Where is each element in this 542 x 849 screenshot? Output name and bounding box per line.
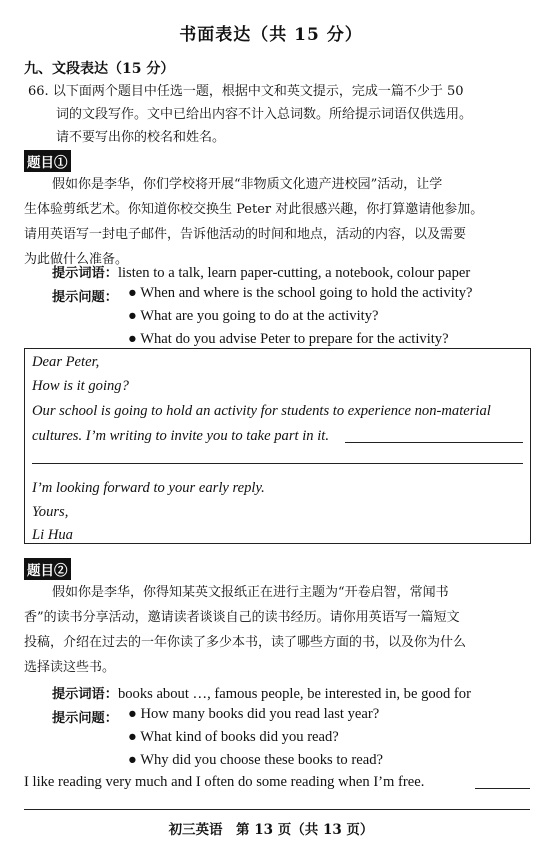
topic1-para-line-3: 请用英语写一封电子邮件，告诉他活动的时间和地点，活动的内容，以及需要 (24, 227, 467, 242)
topic1-hint-words (52, 262, 470, 282)
letter-closing-1: I’m looking forward to your early reply. (32, 480, 265, 496)
topic2-paragraph (24, 580, 466, 680)
letter-closing-2: Yours, (32, 504, 69, 520)
topic1-question-1: ● When and where is the school going to hold the activity? (128, 285, 473, 301)
writing-line[interactable] (32, 463, 523, 464)
question-number: 66. (28, 84, 49, 99)
topic2-para-line-3: 投稿，介绍在过去的一年你读了多少本书，读了哪些方面的书，以及你为什么 (24, 635, 467, 650)
letter-line-3: cultures. I’m writing to invite you to take part in it. (32, 428, 329, 444)
letter-line-1: How is it going? (32, 378, 129, 394)
letter-signature: Li Hua (32, 527, 73, 543)
topic2-hint-words (52, 683, 471, 703)
letter-line-2: Our school is going to hold an activity for students to experience non-material (32, 403, 491, 419)
topic2-tag: 题目② (24, 558, 71, 580)
topic1-para-line-2: 生体验剪纸艺术。你知道你校交换生 Peter 对此很感兴趣，你打算邀请他参加。 (24, 202, 484, 217)
instruction-line-3: 请不要写出你的校名和姓名。 (56, 130, 226, 145)
topic1-hint-questions-label: 提示问题： (52, 290, 118, 305)
hint-words-text: books about …, famous people, be interested in, be good for (117, 686, 471, 702)
start-sentence-blank[interactable] (475, 774, 530, 789)
topic2-question-1: ● How many books did you read last year? (128, 706, 380, 722)
section-heading: 九、文段表达（15 分） (24, 61, 175, 77)
instruction-line-1: 以下面两个题目中任选一题，根据中文和英文提示，完成一篇不少于 50 (52, 84, 464, 99)
topic2-question-2: ● What kind of books did you read? (128, 729, 339, 745)
page-title: 书面表达（共 15 分） (179, 25, 363, 45)
topic1-para-line-4: 为此做什么准备。 (24, 252, 129, 267)
topic2-para-line-2: 香”的读书分享活动，邀请读者谈谈自己的读书经历。请你用英语写一篇短文 (24, 610, 460, 625)
question-instructions (28, 80, 472, 149)
letter-greeting: Dear Peter, (32, 354, 100, 370)
footer-rule (24, 809, 530, 810)
writing-blank[interactable] (345, 428, 523, 443)
topic1-tag: 题目① (24, 150, 71, 172)
hint-words-text: listen to a talk, learn paper-cutting, a notebook, colour paper (117, 265, 471, 281)
topic1-question-2: ● What are you going to do at the activity? (128, 308, 379, 324)
topic2-hint-questions-label: 提示问题： (52, 711, 118, 726)
page-footer: 初三英语 第 13 页（共 13 页） (168, 822, 374, 838)
topic1-question-3: ● What do you advise Peter to prepare for the activity? (128, 331, 449, 347)
instruction-line-2: 词的文段写作。文中已给出内容不计入总词数。所给提示词语仅供选用。 (56, 107, 473, 122)
hint-words-label: 提示词语： (52, 687, 118, 702)
topic2-para-line-4: 选择读这些书。 (24, 660, 116, 675)
hint-words-label: 提示词语： (52, 266, 118, 281)
topic1-para-line-1: 假如你是李华，你们学校将开展“非物质文化遗产进校园”活动，让学 (52, 177, 443, 192)
topic2-question-3: ● Why did you choose these books to read? (128, 752, 383, 768)
topic1-paragraph (24, 172, 483, 272)
topic2-start-sentence: I like reading very much and I often do some reading when I’m free. (24, 774, 425, 790)
topic2-para-line-1: 假如你是李华，你得知某英文报纸正在进行主题为“开卷启智，常闻书 (52, 585, 449, 600)
